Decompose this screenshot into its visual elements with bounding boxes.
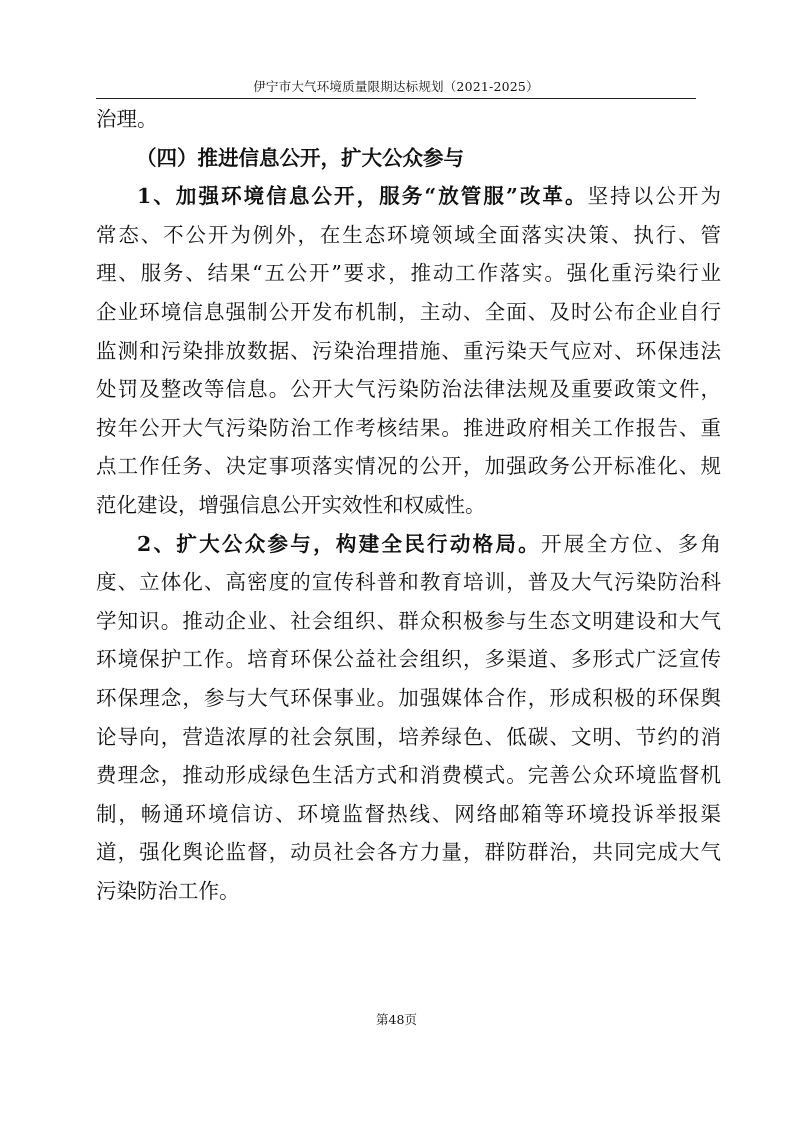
paragraph-first-line-text: 坚持以公开为 xyxy=(587,184,721,209)
paragraph-line: 费理念，推动形成绿色生活方式和消费模式。完善公众环境监督机 xyxy=(96,763,721,788)
paragraph-line: 监测和污染排放数据、污染治理措施、重污染天气应对、环保违法 xyxy=(96,338,721,363)
paragraph-bold-lead: 1、加强环境信息公开，服务“放管服”改革。 xyxy=(137,184,588,209)
page-number: 第48页 xyxy=(376,1012,417,1027)
paragraph-line: 理、服务、结果“五公开”要求，推动工作落实。强化重污染行业 xyxy=(96,261,721,286)
paragraph-line: 环境保护工作。培育环保公益社会组织，多渠道、多形式广泛宣传 xyxy=(96,647,721,672)
paragraph-line: 度、立体化、高密度的宣传科普和教育培训，普及大气污染防治科 xyxy=(96,570,721,595)
paragraph-last-line: 污染防治工作。 xyxy=(96,878,240,903)
paragraph-line: 论导向，营造浓厚的社会氛围，培养绿色、低碳、文明、节约的消 xyxy=(96,724,721,749)
paragraph-line: 制，畅通环境信访、环境监督热线、网络邮箱等环境投诉举报渠 xyxy=(96,801,721,826)
paragraph-last-line: 范化建设，增强信息公开实效性和权威性。 xyxy=(96,492,486,517)
continued-text-line: 治理。 xyxy=(96,107,158,131)
document-body xyxy=(96,100,721,910)
paragraph-bold-lead: 2、扩大公众参与，构建全民行动格局。 xyxy=(137,531,541,556)
paragraph-line: 按年公开大气污染防治工作考核结果。推进政府相关工作报告、重 xyxy=(96,415,721,440)
paragraph-line: 企业环境信息强制公开发布机制，主动、全面、及时公布企业自行 xyxy=(96,299,721,324)
document-title: 伊宁市大气环境质量限期达标规划（2021-2025） xyxy=(253,79,539,94)
paragraph-line: 常态、不公开为例外，在生态环境领域全面落实决策、执行、管 xyxy=(96,222,721,247)
paragraph-line: 道，强化舆论监督，动员社会各方力量，群防群治，共同完成大气 xyxy=(96,840,721,865)
paragraph-line: 环保理念，参与大气环保事业。加强媒体合作，形成积极的环保舆 xyxy=(96,685,721,710)
paragraph-line xyxy=(96,177,721,216)
page-footer xyxy=(0,1012,793,1028)
paragraph-first-line-text: 开展全方位、多角 xyxy=(540,531,722,556)
paragraph-line: 处罚及整改等信息。公开大气污染防治法律法规及重要政策文件， xyxy=(96,377,721,402)
section-heading: （四）推进信息公开，扩大公众参与 xyxy=(136,145,464,170)
paragraph-information-disclosure xyxy=(96,177,721,524)
paragraph-public-participation xyxy=(96,525,721,911)
page-header xyxy=(96,78,696,99)
paragraph-line: 学知识。推动企业、社会组织、群众积极参与生态文明建设和大气 xyxy=(96,608,721,633)
paragraph-line: 点工作任务、决定事项落实情况的公开，加强政务公开标准化、规 xyxy=(96,454,721,479)
paragraph-line xyxy=(96,525,721,564)
